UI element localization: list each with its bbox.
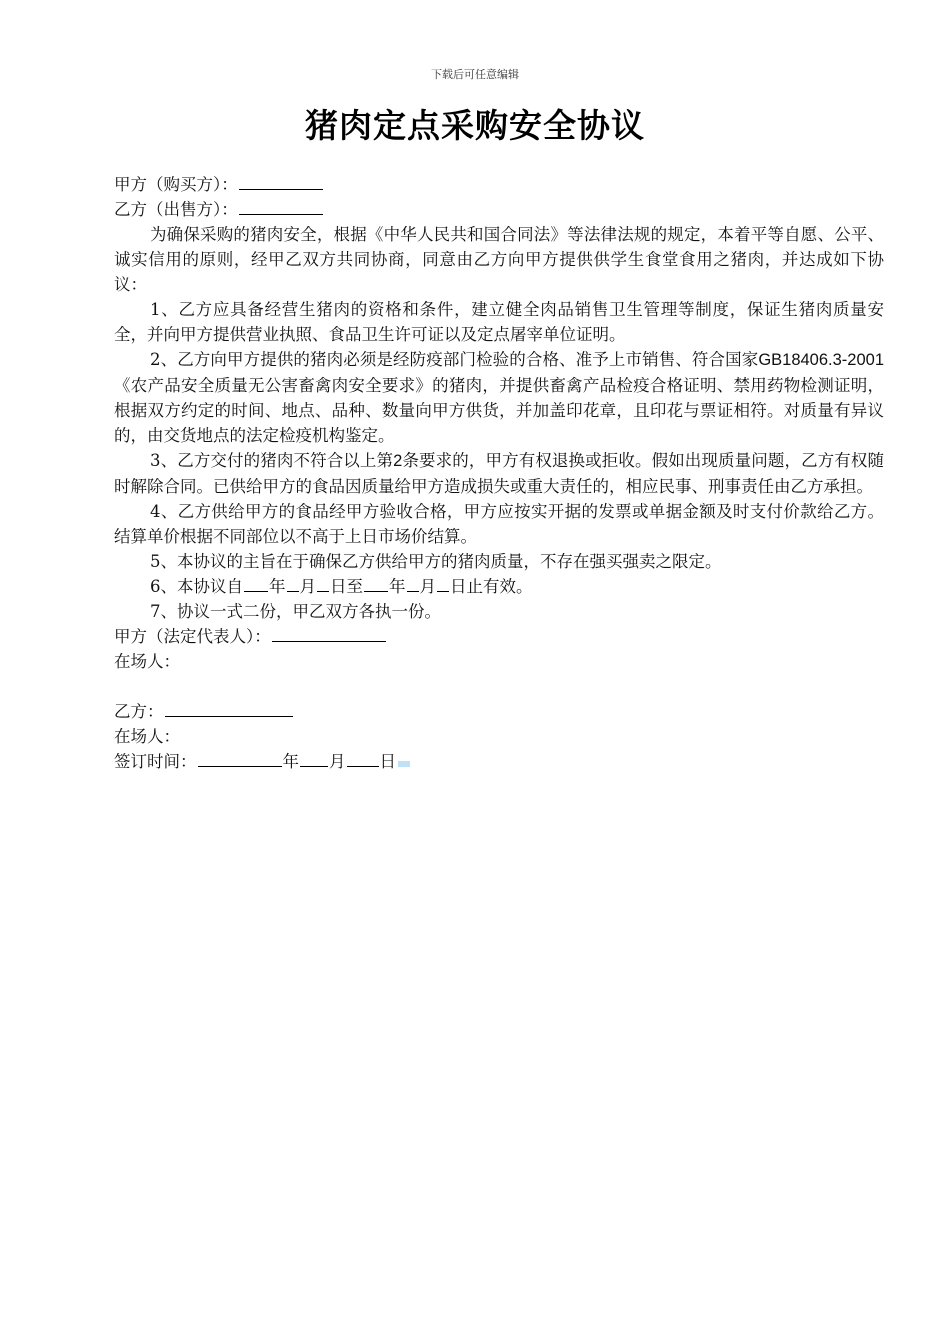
blank-spacer	[114, 674, 884, 699]
party-a-line	[114, 172, 884, 197]
end-month-blank[interactable]	[407, 574, 419, 592]
sign-day-blank[interactable]	[347, 749, 379, 767]
clause-3-post: 条要求的，甲方有权退换或拒收。假如出现质量问题，乙方有权随时解除合同。已供给甲方的食品因质量给甲方造成损失或重大责任的，相应民事、刑事责任由乙方承担。	[114, 451, 884, 496]
party-b-sign-line	[114, 699, 884, 724]
present-label-2: 在场人：	[114, 727, 180, 746]
header-note: 下载后可任意编辑	[431, 68, 519, 81]
sign-month-label: 月	[329, 752, 346, 771]
sign-year-blank[interactable]	[198, 749, 282, 767]
start-day-blank[interactable]	[317, 574, 329, 592]
sign-month-blank[interactable]	[300, 749, 328, 767]
clause-5: 5、本协议的主旨在于确保乙方供给甲方的猪肉质量，不存在强买强卖之限定。	[150, 552, 722, 571]
party-b-label: 乙方（出售方）：	[114, 200, 238, 219]
end-day-blank[interactable]	[437, 574, 449, 592]
agreement-body	[114, 172, 884, 774]
clause-1: 1、乙方应具备经营生猪肉的资格和条件，建立健全肉品销售卫生管理等制度，保证生猪肉质量安全，并向甲方提供营业执照、食品卫生许可证以及定点屠宰单位证明。	[114, 300, 884, 344]
clause-6-month1: 月	[299, 577, 316, 596]
document-title: 猪肉定点采购安全协议	[305, 106, 645, 145]
clause-2	[114, 347, 884, 448]
party-b-sign-blank[interactable]	[165, 699, 293, 717]
clause-6-start: 6、本协议自	[150, 577, 243, 596]
clause-2-pre: 2、乙方向甲方提供的猪肉必须是经防疫部门检验的合格、准予上市销售、符合国家	[150, 350, 759, 369]
clause-6-end: 日止有效。	[450, 577, 533, 596]
party-b-line	[114, 197, 884, 222]
present-label-1: 在场人：	[114, 652, 180, 671]
clause-3	[114, 448, 884, 499]
sign-date-line	[114, 749, 884, 774]
party-b-sign-label: 乙方：	[114, 702, 164, 721]
clause-6-month2: 月	[419, 577, 436, 596]
end-year-blank[interactable]	[364, 574, 388, 592]
intro-paragraph: 为确保采购的猪肉安全，根据《中华人民共和国合同法》等法律法规的规定，本着平等自愿、公平、诚实信用的原则，经甲乙双方共同协商，同意由乙方向甲方提供供学生食堂食用之猪肉，并达成如下协议：	[114, 225, 884, 294]
clause-4: 4、乙方供给甲方的食品经甲方验收合格，甲方应按实开据的发票或单据金额及时支付价款给乙方。结算单价根据不同部位以不高于上日市场价结算。	[114, 502, 884, 546]
party-a-rep-label: 甲方（法定代表人）：	[114, 627, 271, 646]
party-a-rep-line	[114, 624, 884, 649]
clause-2-standard-code: GB18406.3-2001	[758, 351, 884, 369]
clause-2-post: 《农产品安全质量无公害畜禽肉安全要求》的猪肉，并提供畜禽产品检疫合格证明、禁用药物检测证明，根据双方约定的时间、地点、品种、数量向甲方供货，并加盖印花章，且印花与票证相符。对质量有异议的，由交货地点的法定检疫机构鉴定。	[114, 376, 884, 445]
clause-6-year2: 年	[389, 577, 406, 596]
clause-6-year1: 年	[269, 577, 286, 596]
start-month-blank[interactable]	[287, 574, 299, 592]
present-line-2	[114, 724, 884, 749]
party-b-blank[interactable]	[239, 197, 323, 215]
present-line-1	[114, 649, 884, 674]
sign-day-label: 日	[379, 752, 396, 771]
clause-3-pre: 3、乙方交付的猪肉不符合以上第	[150, 451, 394, 470]
party-a-label: 甲方（购买方）：	[114, 175, 238, 194]
clause-6-day-to: 日至	[330, 577, 363, 596]
sign-year-label: 年	[282, 752, 299, 771]
clause-7: 7、协议一式二份，甲乙双方各执一份。	[150, 602, 441, 621]
clause-3-number: 2	[393, 452, 403, 470]
party-a-blank[interactable]	[239, 172, 323, 190]
cursor-mark	[398, 761, 410, 767]
start-year-blank[interactable]	[244, 574, 268, 592]
sign-date-label: 签订时间：	[114, 752, 197, 771]
party-a-rep-blank[interactable]	[272, 624, 386, 642]
clause-6	[114, 574, 884, 599]
